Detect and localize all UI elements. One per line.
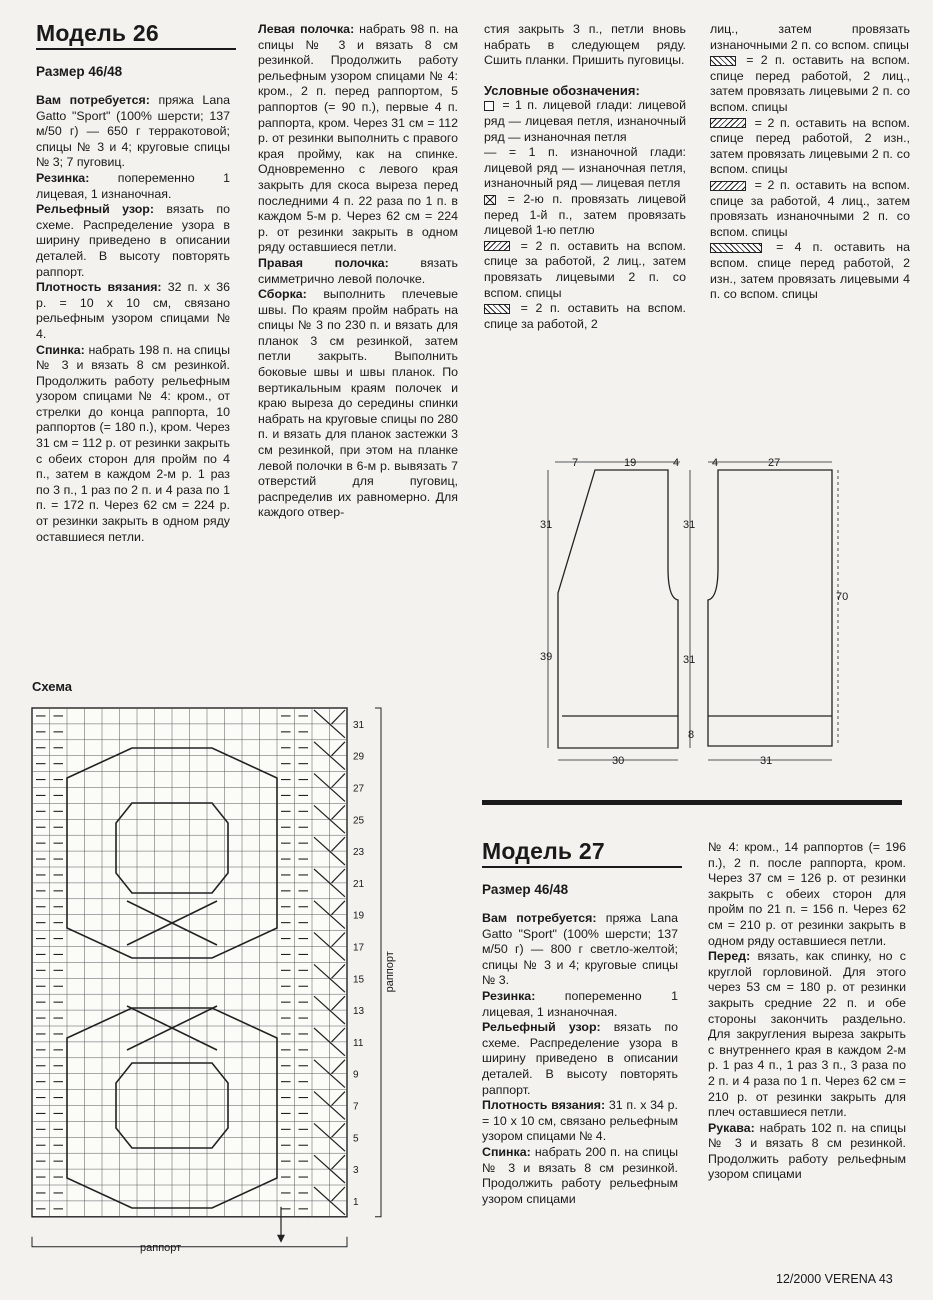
dim-side-3: 31 (683, 519, 696, 531)
paragraph (482, 1020, 678, 1098)
paragraph (258, 256, 458, 287)
paragraph-heading: Рельефный узор: (482, 1020, 601, 1035)
back-panel-outline (708, 470, 832, 746)
paragraph-heading: Резинка: (482, 988, 536, 1003)
legend-item (484, 98, 686, 145)
model26-column-3-text: стия закрыть 3 п., петли вновь набрать в следующем ряду. Сшить планки. Пришить пуговицы. (484, 22, 686, 68)
paragraph-heading: Резинка: (36, 170, 90, 185)
row-number: 29 (353, 751, 365, 763)
paragraph (482, 1145, 678, 1207)
legend-text: = 2-ю п. провязать лицевой перед 1-й п., затем провязать лицевой 1-ю петлю (484, 191, 686, 238)
model26-column-2 (258, 22, 458, 521)
legend-text: — = 1 п. изнаночной глади: лицевой ряд — изнаночная петля, изнаночный ряд — лицевая петля (484, 145, 686, 191)
row-number: 31 (353, 719, 365, 731)
legend-item (484, 239, 686, 301)
paragraph-heading: Рукава: (708, 1120, 755, 1135)
paragraph-text: выполнить плечевые швы. По краям пройм набрать на спицы № 3 по 230 п. и вязать для планок 3 см резинкой, затем петли закрыть. Выполнить боковые швы и швы планок. По вертикальным краям полочек и краю выреза до середины спинки набрать на круговые спицы по 280 п. и вязать для планок застежки 3 см резинкой, при этом на планке левой полочки в 6-м р. вывязать 7 отверстий для пуговиц, распределив их равномерно. Для каждого отвер- (258, 287, 458, 520)
model27-size: Размер 46/48 (482, 882, 569, 897)
legend-text: = 2 п. оставить на вспом. спице за работой, 4 лиц., затем провязать изнаночными 2 п. со вспом. спицы (710, 177, 910, 239)
legend-symbol-icon (484, 101, 494, 111)
dim-top-5: 27 (768, 457, 781, 469)
paragraph (36, 93, 230, 171)
paragraph (482, 989, 678, 1020)
legend-symbol-icon (710, 181, 746, 191)
paragraph (482, 911, 678, 989)
model27-column-2 (708, 840, 906, 1183)
model27-title: Модель 27 (482, 838, 605, 864)
paragraph-text: попеременно 1 лицевая, 1 изнаночная. (36, 170, 230, 201)
legend-list-a (484, 98, 686, 332)
dim-top-1: 7 (572, 457, 579, 469)
paragraph-text: вязать симметрично левой полочке. (258, 255, 458, 286)
row-number: 11 (353, 1037, 364, 1049)
dim-bottom-2: 31 (760, 755, 773, 767)
page-footer: 12/2000 VERENA 43 (776, 1272, 893, 1286)
paragraph-heading: Вам потребуется: (36, 93, 150, 107)
legend-item (710, 53, 910, 115)
paragraph (482, 1098, 678, 1145)
paragraph-heading: Вам потребуется: (482, 911, 597, 925)
legend-item (484, 301, 686, 332)
schema-title: Схема (32, 679, 73, 694)
paragraph (36, 171, 230, 202)
legend-symbol-icon (710, 243, 762, 253)
paragraph-text: № 4: кром., 14 раппортов (= 196 п.), 2 п. после раппорта, кром. Через 37 см = 126 р. от резинки закрыть с обеих сторон для пройм по 21 п. = 156 п. Через 62 см = 210 р. от резинки закрыть в одном ряду оставшиеся петли. (708, 840, 906, 948)
rapport-bracket (375, 708, 381, 1217)
legend-item (710, 240, 910, 302)
paragraph (258, 22, 458, 256)
paragraph (36, 343, 230, 546)
paragraph-heading: Рельефный узор: (36, 202, 154, 217)
model26-title-rule (36, 48, 236, 50)
row-number: 15 (353, 974, 365, 986)
rapport-bottom-label: раппорт (140, 1241, 182, 1254)
dim-side-5: 8 (688, 729, 695, 741)
paragraph-text: попеременно 1 лицевая, 1 изнаночная. (482, 988, 678, 1019)
paragraph-text: 32 п. х 36 р. = 10 х 10 см, связано рельефным узором спицами № 4. (36, 280, 230, 341)
paragraph-heading: Сборка: (258, 287, 307, 302)
legend-text: = 2 п. оставить на вспом. спице перед работой, 2 изн., затем провязать лицевыми 2 п. со вспом. спицы (710, 115, 910, 177)
dim-side-1: 31 (540, 519, 553, 531)
legend-text: = 4 п. оставить на вспом. спице перед работой, 2 изн., затем провязать лицевыми 4 п. со вспом. спицы (710, 240, 910, 302)
model27-column-1 (482, 911, 678, 1207)
row-number: 7 (353, 1101, 359, 1113)
dim-top-2: 19 (624, 457, 637, 469)
start-arrow-icon (277, 1235, 285, 1243)
model26-title: Модель 26 (36, 20, 159, 46)
model27-title-rule (482, 866, 682, 868)
paragraph (36, 280, 230, 342)
paragraph-text: 31 п. х 34 р. = 10 х 10 см, связано рельефным узором спицами № 4. (482, 1098, 678, 1144)
model26-column-1 (36, 93, 230, 545)
model26-column-3 (484, 22, 686, 332)
dim-top-4: 4 (712, 457, 719, 469)
paragraph (708, 949, 906, 1121)
paragraph-heading: Спинка: (482, 1144, 531, 1159)
paragraph-text: вязать по схеме. Распределение узора в ширину приведено в описании деталей. В высоту повторять раппорт. (36, 202, 230, 279)
rapport-side-label: раппорт (384, 951, 396, 993)
row-number: 9 (353, 1069, 359, 1081)
legend-item (710, 116, 910, 178)
paragraph-heading: Спинка: (36, 342, 85, 357)
model26-size: Размер 46/48 (36, 64, 123, 79)
row-number: 21 (353, 878, 365, 890)
legend-symbol-icon (484, 195, 496, 205)
model26-column-4-text: лиц., затем провязать изнаночными 2 п. со вспом. спицы (710, 22, 910, 52)
paragraph-text: набрать 200 п. на спицы № 3 и вязать 8 см резинкой. Продолжить работу рельефным узором спицами (482, 1144, 678, 1206)
section-divider (482, 800, 902, 805)
legend-item (710, 178, 910, 240)
paragraph-heading: Правая полочка: (258, 255, 389, 270)
paragraph-text: пряжа Lana Gatto "Sport" (100% шерсти; 137 м/50 г) — 650 г терракотовой; спицы № 3 и 4; круговые спицы № 3; 7 пуговиц. (36, 93, 230, 170)
row-number: 1 (353, 1196, 359, 1208)
paragraph (258, 287, 458, 521)
legend-item (484, 145, 686, 192)
dim-side-4: 31 (683, 654, 696, 666)
legend-text: = 2 п. оставить на вспом. спице за работой, 2 лиц., затем провязать лицевыми 2 п. со вспом. спицы (484, 238, 686, 300)
paragraph-heading: Плотность вязания: (36, 280, 162, 295)
paragraph (36, 202, 230, 280)
row-number: 27 (353, 783, 365, 795)
rapport-bottom-bracket (32, 1237, 347, 1247)
legend-title: Условные обозначения: (484, 82, 640, 98)
paragraph (708, 1121, 906, 1183)
legend-text: = 1 п. лицевой глади: лицевой ряд — лицевая петля, изнаночный ряд — изнаночная петля (484, 98, 686, 144)
garment-schematic (540, 448, 870, 773)
paragraph-heading: Левая полочка: (258, 22, 355, 36)
row-number: 17 (353, 942, 365, 954)
legend-symbol-icon (484, 241, 510, 251)
legend-symbol-icon (710, 118, 746, 128)
paragraph-text: пряжа Lana Gatto "Sport" (100% шерсти; 137 м/50 г) — 800 г светло-желтой; спицы № 3 и 4; круговые спицы № 3. (482, 911, 678, 988)
paragraph-text: набрать 198 п. на спицы № 3 и вязать 8 см резинкой. Продолжить работу рельефным узором спицами № 4: кром., от стрелки до конца раппорта, 10 раппортов (= 180 п.), кром. Через 31 см = 112 р. от резинки закрыть с обеих сторон для пройм по 4 п., затем в каждом 2-м р. 1 раз по 3 п., 1 раз по 2 п. и 4 раза по 1 п. = 172 п. Через 62 см = 224 р. от резинки закрыть в одном ряду оставшиеся петли. (36, 342, 230, 544)
dim-side-6: 70 (836, 591, 849, 603)
legend-symbol-icon (710, 56, 736, 66)
row-number: 13 (353, 1006, 365, 1018)
knitting-chart (28, 700, 396, 1260)
paragraph-heading: Плотность вязания: (482, 1098, 606, 1113)
legend-list-b (710, 53, 910, 303)
model26-column-4 (710, 22, 910, 303)
dim-bottom-1: 30 (612, 755, 625, 767)
dim-side-2: 39 (540, 651, 553, 663)
paragraph-text: набрать 98 п. на спицы № 3 и вязать 8 см резинкой. Продолжить работу рельефным узором спицами № 4: кром., 2 п. перед раппортом, 5 раппортов (= 90 п.), первые 4 п. раппорта, кром. Через 31 см = 112 р. от резинки выполнить с правого края пройму, как на спинке. Одновременно с левого края закрыть для скоса выреза перед последними 4 п. 22 раза по 1 п. в каждом 5-м р. Через 62 см = 224 р. от резинки закрыть в одном ряду оставшиеся петли. (258, 22, 458, 255)
row-number: 25 (353, 815, 365, 827)
paragraph-heading: Перед: (708, 949, 751, 964)
legend-item (484, 192, 686, 239)
legend-text: = 2 п. оставить на вспом. спице за работой, 2 (484, 301, 686, 331)
row-number: 3 (353, 1165, 359, 1177)
paragraph-text: вязать по схеме. Распределение узора в ширину приведено в описании деталей. В высоту повторять раппорт. (482, 1020, 678, 1097)
row-number: 19 (353, 910, 365, 922)
legend-text: = 2 п. оставить на вспом. спице перед работой, 2 лиц., затем провязать лицевыми 2 п. со вспом. спицы (710, 53, 910, 114)
row-number: 5 (353, 1133, 359, 1145)
front-panel-outline (558, 470, 678, 748)
paragraph-text: вязать, как спинку, но с круглой горловиной. Для этого через 53 см = 180 р. от резинки закрыть средние 22 п. и обе стороны закончить раздельно. Для закругления выреза закрыть с внутреннего края в каждом 2-м р. 1 раз 4 п., 1 раз 3 п., 3 раза по 2 п. и 4 раза по 1 п. Через 62 см = 210 р. от резинки закрыть для плеч оставшиеся петли. (708, 949, 906, 1120)
legend-symbol-icon (484, 304, 510, 314)
paragraph-text: набрать 102 п. на спицы № 3 и вязать 8 см резинкой. Продолжить работу рельефным узором спицами (708, 1120, 906, 1182)
row-number: 23 (353, 847, 365, 859)
paragraph (708, 840, 906, 949)
dim-top-3: 4 (673, 457, 680, 469)
